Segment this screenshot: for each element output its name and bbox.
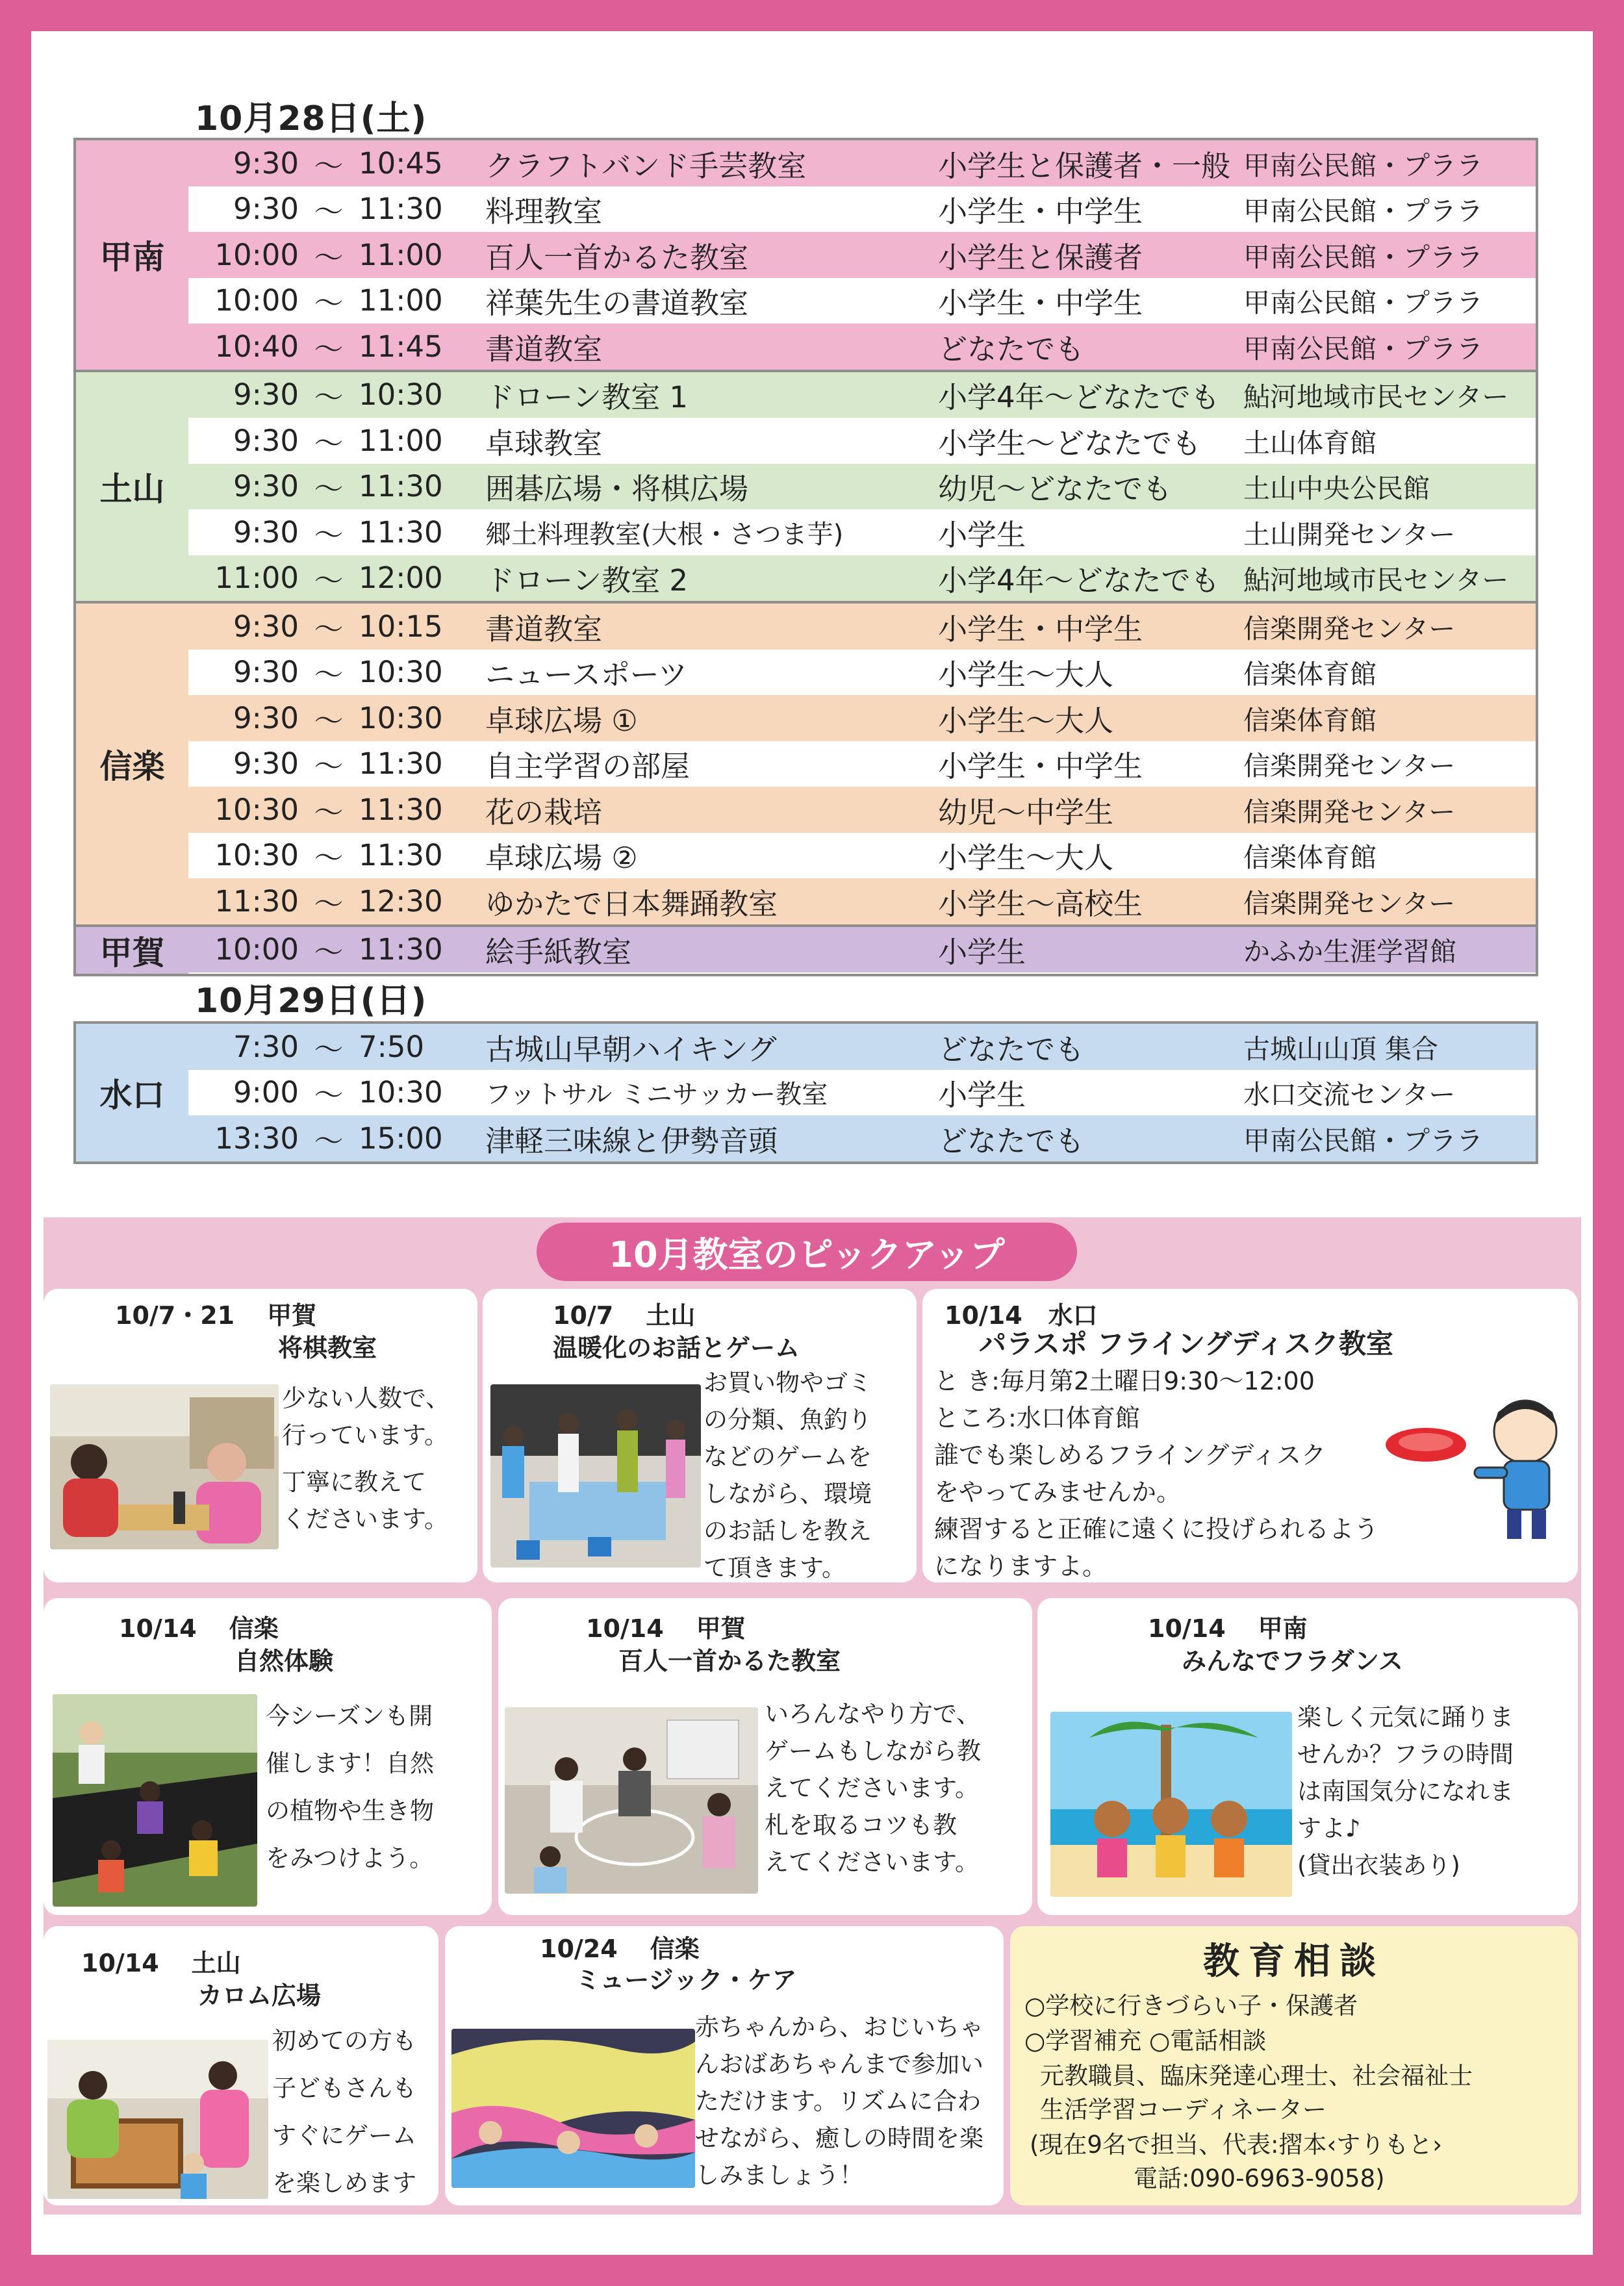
card-area: 甲賀	[696, 1614, 746, 1643]
card-area: 水口	[1048, 1301, 1098, 1330]
card-title: ミュージック・ケア	[576, 1966, 797, 1994]
card-title: カロム広場	[197, 1981, 322, 2010]
schedule-row: 9:30 ～ 11:30 料理教室 小学生・中学生 甲南公民館・プララ	[188, 186, 1536, 233]
consult-line: (現在9名で担当、代表:摺本‹すりもと›	[1030, 2131, 1443, 2159]
photo-carrom	[47, 2040, 268, 2199]
card-date: 10/14	[945, 1301, 1022, 1330]
group-minakuchi	[76, 1024, 1536, 1162]
group-koka	[76, 927, 1536, 974]
card-title: みんなでフラダンス	[1182, 1647, 1403, 1675]
schedule-row: 10:30 ～ 11:30 花の栽培 幼児～中学生 信楽開発センター	[188, 787, 1536, 833]
schedule-row: 10:00 ～ 11:30 絵手紙教室 小学生 かふか生涯学習館	[188, 927, 1536, 973]
schedule-row: 13:30 ～ 15:00 津軽三味線と伊勢音頭 どなたでも 甲南公民館・プララ	[188, 1115, 1536, 1162]
schedule-row: 9:30 ～ 11:30 郷土料理教室(大根・さつま芋) 小学生 土山開発センター	[188, 509, 1536, 555]
card-area: 土山	[191, 1949, 241, 1977]
education-consultation-box	[1010, 1926, 1578, 2205]
card-date: 10/24	[540, 1935, 618, 1963]
pickup-title: 10月教室のピックアップ	[537, 1223, 1077, 1281]
schedule-row: 10:40 ～ 11:45 書道教室 どなたでも 甲南公民館・プララ	[188, 324, 1536, 370]
schedule-row: 11:30 ～ 12:30 ゆかたで日本舞踊教室 小学生～高校生 信楽開発センター	[188, 878, 1536, 924]
hula-dancers-illustration	[1050, 1712, 1292, 1897]
schedule-row: 9:30 ～ 10:30 ニュースポーツ 小学生～大人 信楽体育館	[188, 650, 1536, 696]
group-konan	[76, 140, 1536, 372]
photo-nature	[53, 1694, 257, 1907]
area-label: 甲南	[76, 140, 188, 370]
schedule-row: 10:30 ～ 11:30 卓球広場 ② 小学生～大人 信楽体育館	[188, 833, 1536, 879]
area-label: 甲賀	[76, 927, 188, 974]
card-karuta: 10/14 甲賀 百人一首かるた教室 いろんなやり方で、 ゲームもしながら教 えてくださいます。 札を取るコツも教 えてくださいます。	[498, 1598, 1032, 1915]
consult-line: 生活学習コーディネーター	[1040, 2096, 1327, 2124]
card-area: 信楽	[229, 1614, 279, 1643]
card-nature: 10/14 信楽 自然体験 今シーズンも開 催します！自然 の植物や生き物 をみつけよう。	[44, 1598, 492, 1915]
photo-shogi	[50, 1384, 279, 1549]
schedule-row: 9:30 ～ 10:15 書道教室 小学生・中学生 信楽開発センター	[188, 603, 1536, 650]
card-area: 甲賀	[267, 1301, 317, 1330]
card-date: 10/14	[119, 1614, 197, 1643]
card-date: 10/14	[586, 1614, 664, 1643]
card-date: 10/14	[1148, 1614, 1226, 1643]
consult-phone: 電話:090-6963-9058)	[1134, 2165, 1385, 2192]
card-shogi: 10/7・21 甲賀 将棋教室 少ない人数で、 行っています。 丁寧に教えて くださいます。	[44, 1289, 477, 1582]
card-flying-disc: 10/14 水口 パラスポ フライングディスク教室 と き:毎月第2土曜日9:30～12:00 ところ:水口体育館 誰でも楽しめるフライングディスク をやってみませんか。 練習すると正確に遠くに投げられるよう になりますよ。	[922, 1289, 1578, 1582]
consult-line: ○学習補充 ○電話相談	[1024, 2027, 1267, 2055]
card-title: 自然体験	[235, 1647, 334, 1675]
card-area: 甲南	[1258, 1614, 1308, 1643]
card-area: 土山	[646, 1301, 696, 1330]
card-hula: 10/14 甲南 みんなでフラダンス 楽しく元気に踊りま せんか？フラの時間 は南国気分になれま すよ♪ (貸出衣装あり)	[1037, 1598, 1578, 1915]
schedule-row: 10:00 ～ 11:00 百人一首かるた教室 小学生と保護者 甲南公民館・プララ	[188, 232, 1536, 278]
card-title: 将棋教室	[278, 1334, 377, 1362]
card-area: 信楽	[650, 1935, 700, 1963]
boy-throwing-disc-illustration	[1377, 1386, 1572, 1542]
card-date: 10/14	[81, 1949, 159, 1977]
schedule-row: 9:30 ～ 10:30 ドローン教室 1 小学4年～どなたでも 鮎河地域市民センター	[188, 372, 1536, 418]
card-global-warming: 10/7 土山 温暖化のお話とゲーム お買い物やゴミ の分類、魚釣り などのゲームを しながら、環境 のお話しを教え て頂きます。	[483, 1289, 917, 1582]
schedule-row: 11:00 ～ 12:00 ドローン教室 2 小学4年～どなたでも 鮎河地域市民センター	[188, 555, 1536, 602]
photo-music-care	[451, 2029, 695, 2188]
card-date: 10/7	[553, 1301, 614, 1330]
schedule-row: 9:30 ～ 11:30 囲碁広場・将棋広場 幼児～どなたでも 土山中央公民館	[188, 464, 1536, 510]
card-carrom: 10/14 土山 カロム広場 初めての方も 子どもさんも すぐにゲーム を楽しめます	[44, 1926, 438, 2205]
schedule-table-1028	[73, 138, 1538, 976]
area-label: 水口	[76, 1024, 188, 1162]
card-title: 温暖化のお話とゲーム	[553, 1334, 800, 1362]
group-tsuchiyama	[76, 372, 1536, 604]
consult-line: 元教職員、臨床発達心理士、社会福祉士	[1040, 2062, 1473, 2090]
date-heading-1029: 10月29日(日)	[195, 982, 427, 1021]
photo-environment-game	[490, 1384, 701, 1568]
area-label: 信楽	[76, 603, 188, 924]
photo-karuta	[505, 1707, 758, 1894]
group-shigaraki	[76, 603, 1536, 927]
date-heading-1028: 10月28日(土)	[195, 99, 427, 138]
consult-line: ○学校に行きづらい子・保護者	[1024, 1992, 1358, 2020]
schedule-row: 9:30 ～ 11:00 卓球教室 小学生～どなたでも 土山体育館	[188, 418, 1536, 464]
area-label: 土山	[76, 372, 188, 602]
schedule-row: 9:30 ～ 11:30 自主学習の部屋 小学生・中学生 信楽開発センター	[188, 741, 1536, 787]
schedule-row: 9:30 ～ 10:45 クラフトバンド手芸教室 小学生と保護者・一般 甲南公民館・プララ	[188, 140, 1536, 186]
card-music-care: 10/24 信楽 ミュージック・ケア 赤ちゃんから、おじいちゃ んおばあちゃんまで参加い ただけます。リズムに合わ せながら、癒しの時間を楽 しみましょう！	[445, 1926, 1004, 2205]
card-date: 10/7・21	[115, 1301, 235, 1330]
consult-title: 教育相談	[1203, 1940, 1385, 1983]
schedule-row: 10:00 ～ 11:00 祥葉先生の書道教室 小学生・中学生 甲南公民館・プララ	[188, 278, 1536, 324]
schedule-row: 9:30 ～ 10:30 卓球広場 ① 小学生～大人 信楽体育館	[188, 695, 1536, 741]
card-title: パラスポ フライングディスク教室	[979, 1328, 1393, 1360]
schedule-row: 9:00 ～ 10:30 フットサル ミニサッカー教室 小学生 水口交流センター	[188, 1070, 1536, 1116]
schedule-table-1029	[73, 1021, 1538, 1164]
card-title: 百人一首かるた教室	[618, 1647, 841, 1675]
schedule-row: 7:30 ～ 7:50 古城山早朝ハイキング どなたでも 古城山山頂 集合	[188, 1024, 1536, 1070]
